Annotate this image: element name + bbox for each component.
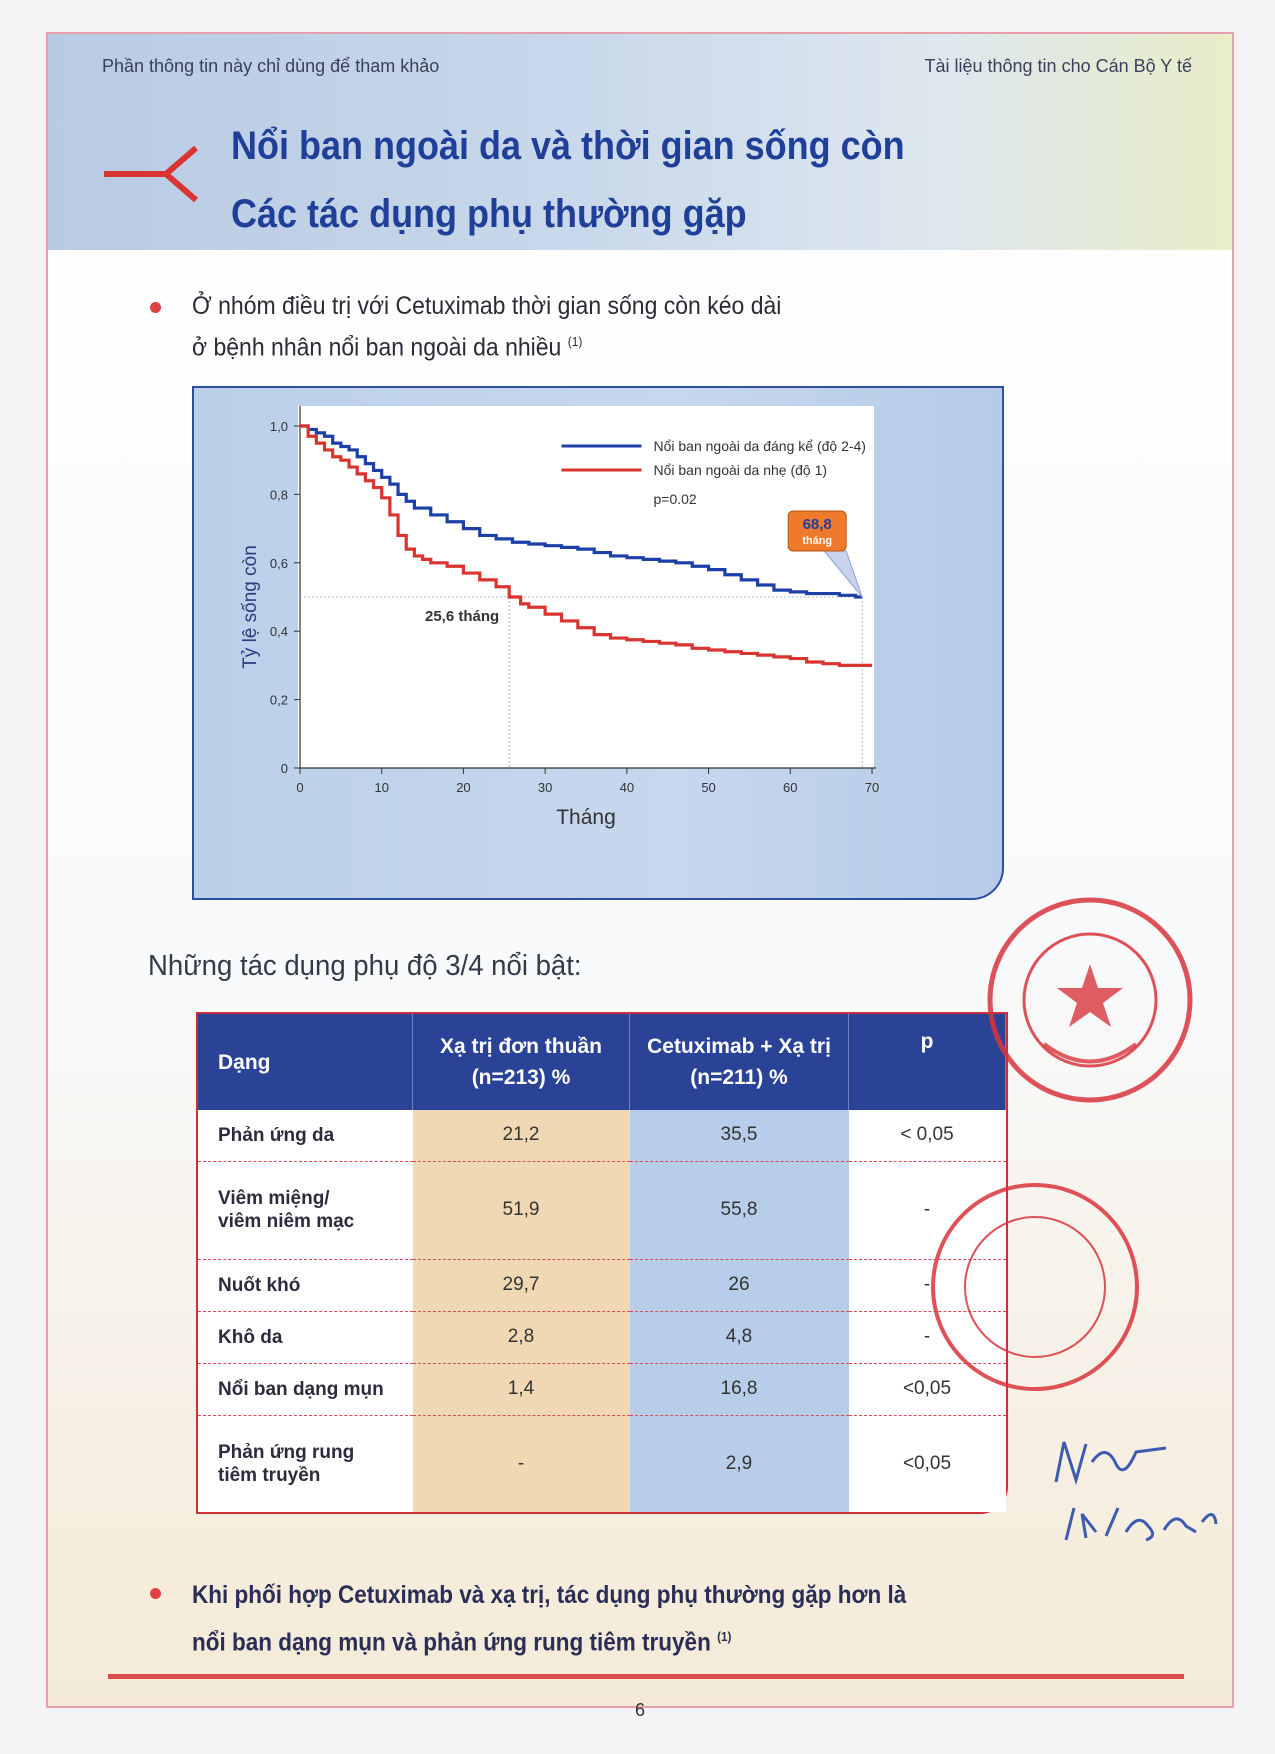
annotation-25-6: 25,6 tháng (425, 608, 500, 625)
handwritten-signature (1046, 1422, 1226, 1552)
header-p-text: p (920, 1030, 934, 1053)
y-tick-label: 0,8 (269, 487, 288, 503)
table-header-row (198, 1014, 1006, 1110)
table-row (198, 1161, 1006, 1259)
bullet-icon (150, 1588, 161, 1599)
reference-note: Phần thông tin này chỉ dùng để tham khảo (102, 56, 440, 76)
header-p (849, 1014, 1006, 1110)
row-name (198, 1363, 413, 1415)
x-tick-label: 70 (864, 780, 880, 795)
legend-label: Nổi ban ngoài da đáng kể (độ 2-4) (653, 438, 866, 454)
table (198, 1014, 1006, 1512)
page-number: 6 (634, 1700, 645, 1720)
header-type-text: Dạng (218, 1050, 271, 1074)
row-p-value: - (849, 1259, 1006, 1311)
x-tick-label: 30 (537, 780, 553, 795)
survival-chart (194, 388, 1002, 898)
y-axis-label: Tỷ lệ sống còn (240, 545, 261, 669)
row-cetuximab-value: 16,8 (630, 1363, 849, 1415)
row-name-line2: viêm niêm mạc (218, 1211, 355, 1232)
intro-text (192, 288, 781, 365)
y-tick-label: 1,0 (269, 419, 288, 434)
legend-label: Nổi ban ngoài da nhẹ (độ 1) (653, 462, 828, 478)
x-tick-label: 0 (296, 780, 304, 795)
table-row (198, 1259, 1006, 1311)
row-radiotherapy-value: 21,2 (413, 1110, 630, 1161)
adverse-heading: Những tác dụng phụ độ 3/4 nổi bật: (148, 950, 582, 982)
table-row (198, 1363, 1006, 1415)
survival-chart-panel (192, 386, 1004, 900)
header-cetuximab-line2: (n=211) % (690, 1066, 788, 1089)
row-radiotherapy-value: 29,7 (413, 1259, 630, 1311)
y-tick-label: 0,4 (269, 624, 288, 640)
row-p-value: <0,05 (849, 1363, 1006, 1415)
row-p-value: - (849, 1311, 1006, 1363)
audience-note: Tài liệu thông tin cho Cán Bộ Y tế (924, 56, 1192, 76)
y-tick-label: 0,2 (269, 692, 288, 708)
row-cetuximab-value: 26 (630, 1259, 849, 1311)
table-row (198, 1311, 1006, 1363)
row-p-value: <0,05 (849, 1415, 1006, 1512)
header-band (48, 34, 1232, 250)
row-radiotherapy-value: 2,8 (413, 1311, 630, 1363)
header-cetuximab (630, 1014, 849, 1110)
note-ref: (1) (717, 1629, 732, 1644)
row-name-line1: Nổi ban dạng mụn (218, 1378, 384, 1400)
annotation-68-8-unit: tháng (802, 535, 833, 547)
x-tick-label: 20 (456, 780, 471, 795)
row-cetuximab-value: 2,9 (630, 1415, 849, 1512)
note-line-2-text: nổi ban dạng mụn và phản ứng rung tiêm truyền (192, 1628, 711, 1657)
red-chevron-arrow-icon (104, 146, 204, 202)
plot-background (298, 406, 874, 768)
note-line-2 (192, 1616, 906, 1663)
ministry-seal-stamp (984, 894, 1196, 1106)
x-tick-label: 10 (374, 780, 389, 795)
page-title: Nổi ban ngoài da và thời gian sống còn (231, 124, 905, 168)
table-row (198, 1110, 1006, 1161)
legend-p-value: p=0.02 (653, 491, 697, 507)
office-seal-stamp (926, 1180, 1144, 1394)
x-tick-label: 50 (701, 780, 716, 795)
header-radiotherapy (413, 1014, 630, 1110)
bottom-divider (108, 1674, 1184, 1679)
row-name (198, 1259, 413, 1311)
row-cetuximab-value: 55,8 (630, 1161, 849, 1259)
header-radiotherapy-line1: Xạ trị đơn thuần (440, 1035, 602, 1058)
row-name-line1: Khô da (218, 1326, 283, 1348)
intro-ref: (1) (567, 334, 583, 349)
row-radiotherapy-value: 51,9 (413, 1161, 630, 1259)
table-row (198, 1415, 1006, 1512)
y-tick-label: 0,6 (269, 555, 288, 571)
row-name (198, 1311, 413, 1363)
row-p-value: - (849, 1161, 1006, 1259)
header-cetuximab-line1: Cetuximab + Xạ trị (647, 1035, 831, 1058)
row-cetuximab-value: 4,8 (630, 1311, 849, 1363)
row-name-line1: Phản ứng rung (218, 1441, 355, 1463)
row-radiotherapy-value: - (413, 1415, 630, 1512)
intro-line-1: Ở nhóm điều trị với Cetuximab thời gian sống còn kéo dài (192, 292, 782, 320)
x-axis-label: Tháng (556, 806, 616, 829)
row-name-line1: Nuốt khó (218, 1274, 301, 1296)
conclusion-note (192, 1574, 906, 1663)
intro-line-2-text: ở bệnh nhân nổi ban ngoài da nhiều (192, 333, 562, 362)
note-line-1: Khi phối hợp Cetuximab và xạ trị, tác dụng phụ thường gặp hơn là (192, 1581, 907, 1609)
intro-line-2 (192, 324, 781, 365)
row-name (198, 1161, 413, 1259)
row-name-line2: tiêm truyền (218, 1464, 321, 1486)
adverse-effects-table (196, 1012, 1008, 1514)
header-type (198, 1014, 413, 1110)
y-tick-label: 0 (280, 761, 288, 776)
row-name (198, 1110, 413, 1161)
row-name (198, 1415, 413, 1512)
bullet-icon (150, 302, 161, 313)
x-tick-label: 60 (783, 780, 798, 795)
row-cetuximab-value: 35,5 (630, 1110, 849, 1161)
annotation-68-8: 68,8 (802, 516, 832, 533)
header-radiotherapy-line2: (n=213) % (471, 1066, 571, 1089)
x-tick-label: 40 (619, 780, 635, 795)
row-radiotherapy-value: 1,4 (413, 1363, 630, 1415)
row-name-line1: Phản ứng da (218, 1124, 335, 1146)
page-subtitle: Các tác dụng phụ thường gặp (231, 192, 747, 236)
row-p-value: < 0,05 (849, 1110, 1006, 1161)
row-name-line1: Viêm miệng/ (218, 1188, 330, 1209)
